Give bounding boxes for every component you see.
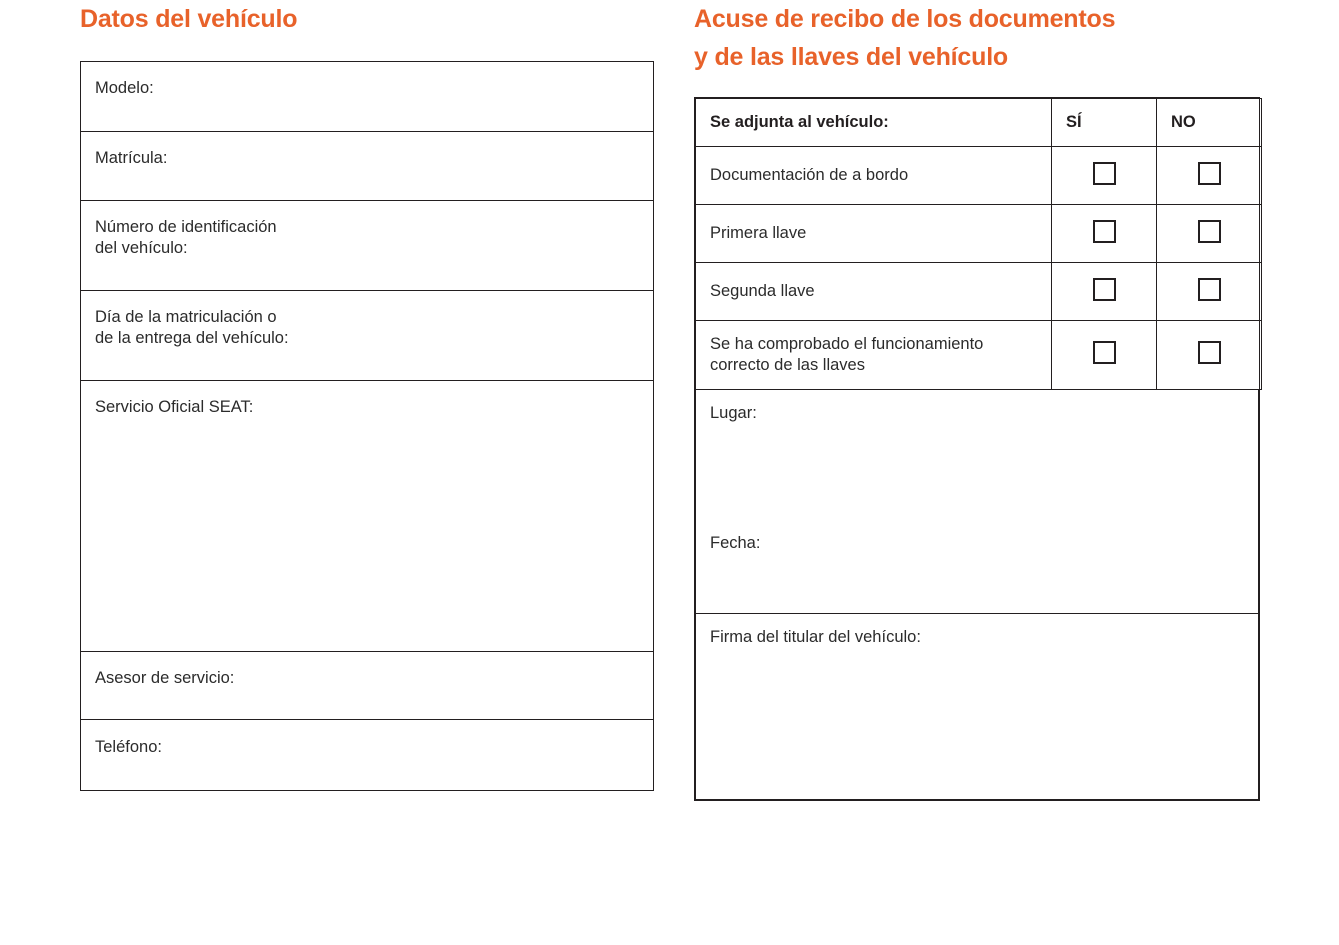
row-label-keys-checked-line1: Se ha comprobado el funcionamiento — [710, 335, 984, 353]
table-row — [696, 205, 1262, 263]
checkbox-yes-icon[interactable] — [1093, 162, 1116, 185]
field-service-advisor-label: Asesor de servicio: — [95, 669, 235, 687]
field-date-label: Fecha: — [710, 534, 761, 552]
field-vin-label-line1: Número de identificación — [95, 218, 277, 236]
page-title-receipt-line1: Acuse de recibo de los documentos — [694, 5, 1116, 33]
field-phone-label: Teléfono: — [95, 738, 162, 756]
checkbox-no-icon[interactable] — [1198, 278, 1221, 301]
column-header-yes: SÍ — [1052, 99, 1157, 147]
field-registration-date-label-line1: Día de la matriculación o — [95, 308, 277, 326]
field-matricula-label: Matrícula: — [95, 149, 168, 167]
place-and-date-block[interactable] — [695, 390, 1259, 614]
checkbox-cell-yes-onboard-docs[interactable] — [1052, 147, 1157, 205]
field-matricula[interactable] — [81, 132, 653, 201]
row-label-keys-checked — [696, 321, 1052, 390]
table-row — [696, 321, 1262, 390]
checkbox-cell-yes-second-key[interactable] — [1052, 263, 1157, 321]
checkbox-cell-no-onboard-docs[interactable] — [1157, 147, 1262, 205]
field-phone[interactable] — [81, 720, 653, 790]
receipt-acknowledgement-column — [694, 0, 1260, 801]
table-row — [696, 263, 1262, 321]
row-label-onboard-docs: Documentación de a bordo — [696, 147, 1052, 205]
receipt-form — [694, 97, 1260, 801]
field-signature-label: Firma del titular del vehículo: — [710, 628, 921, 646]
table-header-row — [696, 99, 1262, 147]
checkbox-cell-yes-keys-checked[interactable] — [1052, 321, 1157, 390]
row-label-second-key: Segunda llave — [696, 263, 1052, 321]
field-official-service[interactable] — [81, 381, 653, 652]
column-header-no: NO — [1157, 99, 1262, 147]
row-label-keys-checked-line2: correcto de las llaves — [710, 356, 865, 374]
checkbox-cell-no-first-key[interactable] — [1157, 205, 1262, 263]
page-title-vehicle-data: Datos del vehículo — [80, 5, 298, 33]
checkbox-yes-icon[interactable] — [1093, 220, 1116, 243]
column-header-item: Se adjunta al vehículo: — [696, 99, 1052, 147]
checkbox-no-icon[interactable] — [1198, 162, 1221, 185]
checkbox-cell-no-second-key[interactable] — [1157, 263, 1262, 321]
field-registration-date-label-line2: de la entrega del vehículo: — [95, 329, 289, 347]
field-official-service-label: Servicio Oficial SEAT: — [95, 398, 254, 416]
field-modelo[interactable] — [81, 62, 653, 132]
field-registration-date[interactable] — [81, 291, 653, 381]
checkbox-yes-icon[interactable] — [1093, 341, 1116, 364]
page-title-receipt — [694, 0, 1260, 76]
checkbox-no-icon[interactable] — [1198, 220, 1221, 243]
row-label-first-key: Primera llave — [696, 205, 1052, 263]
field-service-advisor[interactable] — [81, 652, 653, 720]
signature-block[interactable] — [695, 614, 1259, 800]
field-vin[interactable] — [81, 201, 653, 291]
checkbox-cell-yes-first-key[interactable] — [1052, 205, 1157, 263]
field-modelo-label: Modelo: — [95, 79, 154, 97]
page-title-receipt-line2: y de las llaves del vehículo — [694, 43, 1009, 71]
table-row — [696, 147, 1262, 205]
checkbox-no-icon[interactable] — [1198, 341, 1221, 364]
vehicle-data-form — [80, 61, 654, 791]
attachment-checklist-table — [695, 98, 1262, 390]
field-place-label: Lugar: — [710, 404, 757, 422]
vehicle-data-column — [80, 0, 654, 791]
checkbox-cell-no-keys-checked[interactable] — [1157, 321, 1262, 390]
checkbox-yes-icon[interactable] — [1093, 278, 1116, 301]
field-vin-label-line2: del vehículo: — [95, 239, 188, 257]
